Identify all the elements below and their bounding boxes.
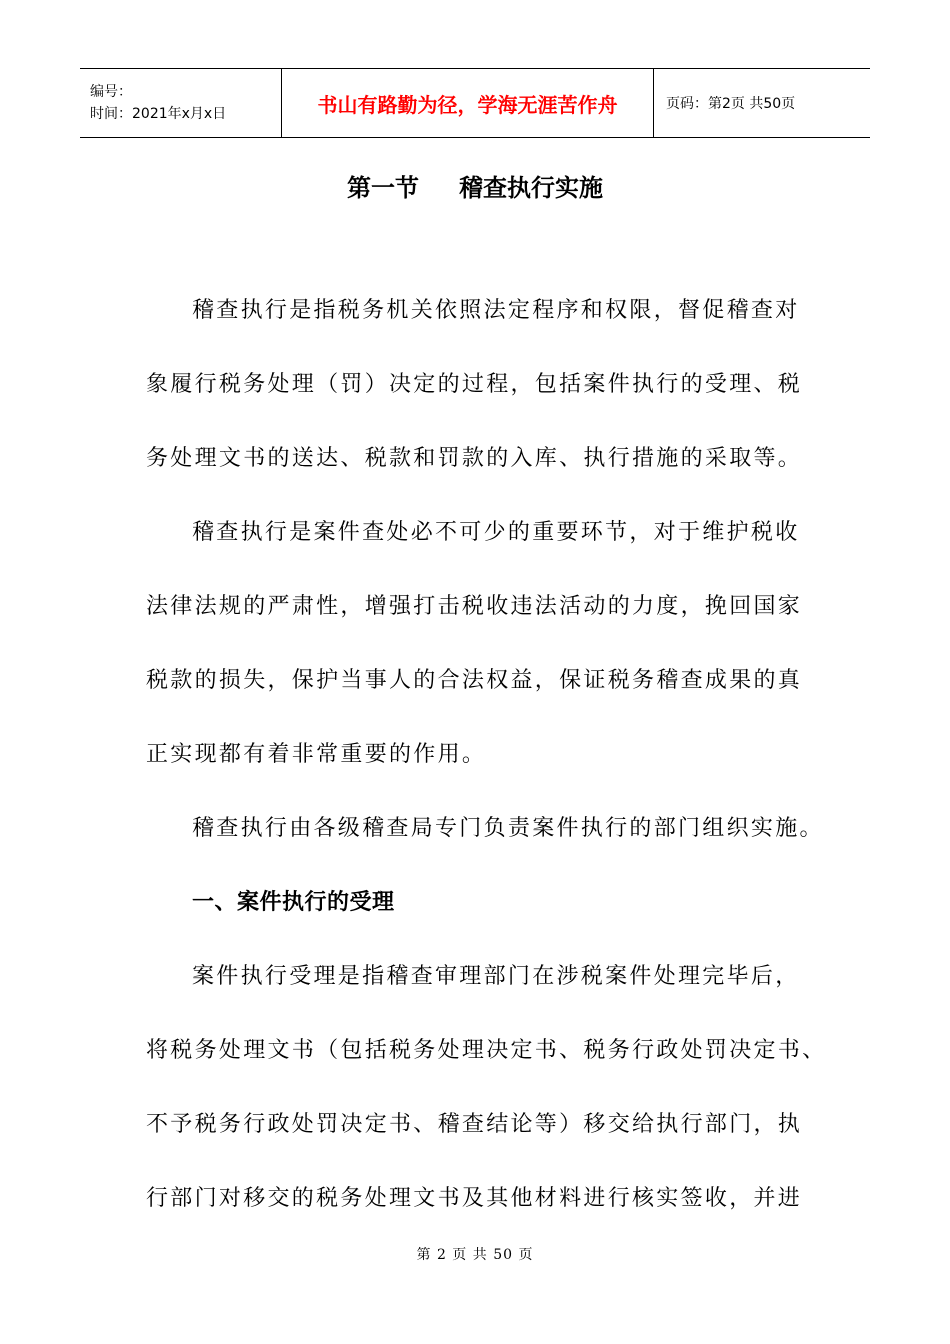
header-page-info: 页码：第2页 共50页 <box>666 96 796 112</box>
body-line: 将税务处理文书（包括税务处理决定书、税务行政处罚决定书、 <box>146 1038 827 1063</box>
page-header <box>80 68 870 138</box>
body-line: 稽查执行是指税务机关依照法定程序和权限，督促稽查对 <box>192 298 800 323</box>
body-line: 务处理文书的送达、税款和罚款的入库、执行措施的采取等。 <box>146 446 803 471</box>
document-number-label: 编号： <box>90 84 132 100</box>
body-line: 正实现都有着非常重要的作用。 <box>146 742 487 767</box>
body-line: 案件执行受理是指稽查审理部门在涉税案件处理完毕后， <box>192 964 800 989</box>
body-line: 不予税务行政处罚决定书、稽查结论等）移交给执行部门，执 <box>146 1112 803 1137</box>
body-line: 行部门对移交的税务处理文书及其他材料进行核实签收，并进 <box>146 1186 803 1211</box>
body-line: 象履行税务处理（罚）决定的过程，包括案件执行的受理、税 <box>146 372 803 397</box>
header-meta-cell <box>80 69 282 137</box>
body-line: 税款的损失，保护当事人的合法权益，保证税务稽查成果的真 <box>146 668 803 693</box>
body-line: 稽查执行由各级稽查局专门负责案件执行的部门组织实施。 <box>192 816 824 841</box>
document-body <box>146 294 827 1256</box>
page-footer: 第 2 页 共 50 页 <box>416 1247 534 1263</box>
body-line: 稽查执行是案件查处必不可少的重要环节，对于维护税收 <box>192 520 800 545</box>
section-title <box>0 168 950 203</box>
subsection-heading: 一、案件执行的受理 <box>192 890 395 915</box>
section-number: 第一节 <box>347 174 419 202</box>
section-name: 稽查执行实施 <box>459 174 603 202</box>
document-date: 时间：2021年x月x日 <box>90 106 227 122</box>
header-motto: 书山有路勤为径，学海无涯苦作舟 <box>282 69 654 137</box>
body-line: 法律法规的严肃性，增强打击税收违法活动的力度，挽回国家 <box>146 594 803 619</box>
